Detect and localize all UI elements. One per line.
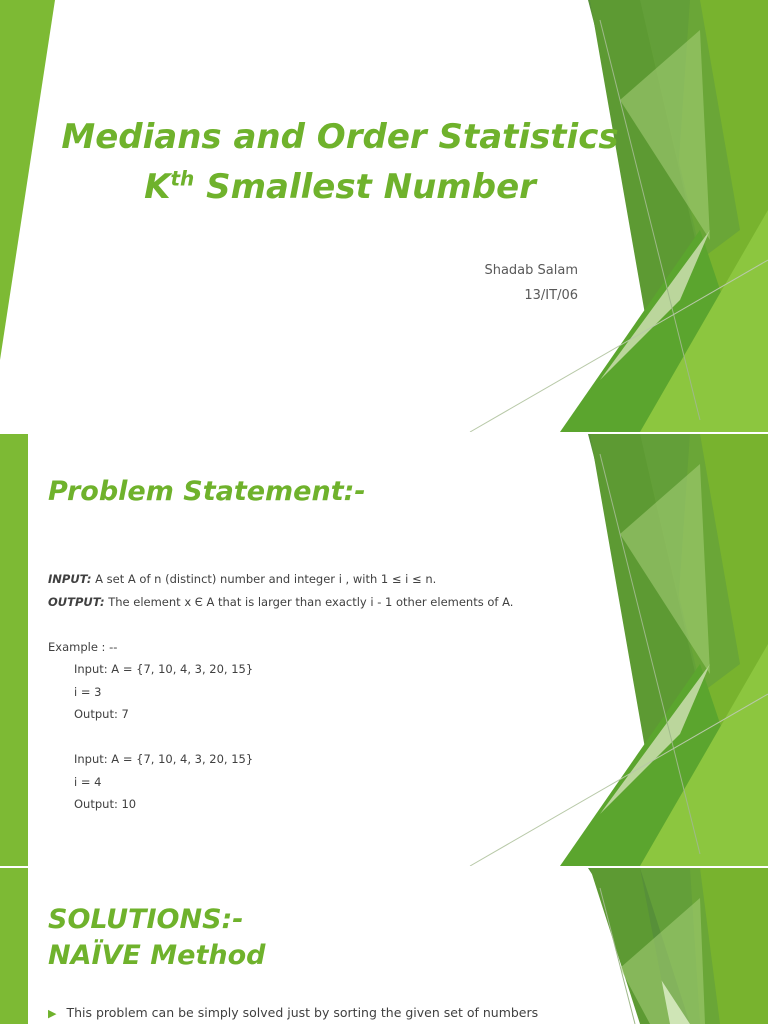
solutions-heading-line-1: SOLUTIONS:- bbox=[48, 904, 244, 935]
example-2-output: Output: 10 bbox=[74, 797, 137, 811]
slide-decoration bbox=[0, 0, 768, 432]
title-superscript: th bbox=[170, 166, 195, 191]
slide-title-text bbox=[40, 112, 640, 212]
slide-solutions bbox=[0, 868, 768, 1024]
example-2-input: Input: A = {7, 10, 4, 3, 20, 15} bbox=[74, 752, 254, 766]
output-text: The element x Є A that is larger than exactly i - 1 other elements of A. bbox=[104, 594, 514, 609]
example-1-input: Input: A = {7, 10, 4, 3, 20, 15} bbox=[74, 662, 254, 676]
bullet-arrow-icon: ▶ bbox=[48, 1007, 57, 1020]
title-rest: Smallest Number bbox=[194, 167, 536, 207]
input-text: A set A of n (distinct) number and integer i , with 1 ≤ i ≤ n. bbox=[91, 572, 437, 586]
input-label: INPUT: bbox=[48, 572, 92, 586]
problem-heading: Problem Statement:- bbox=[48, 476, 366, 507]
solutions-heading bbox=[48, 902, 265, 974]
input-line bbox=[48, 568, 513, 591]
bullet-item bbox=[48, 1003, 538, 1024]
output-line bbox=[48, 591, 513, 614]
output-label: OUTPUT: bbox=[48, 594, 105, 609]
example-1-i: i = 3 bbox=[74, 684, 102, 699]
author-block bbox=[484, 258, 578, 308]
title-k: K bbox=[144, 167, 171, 207]
slide-problem bbox=[0, 434, 768, 866]
problem-body bbox=[48, 568, 513, 816]
example-1-output: Output: 7 bbox=[74, 707, 129, 721]
author-name: Shadab Salam bbox=[484, 263, 578, 278]
bullet-text: This problem can be simply solved just by sorting the given set of numbers bbox=[66, 1005, 539, 1020]
solutions-heading-line-2: NAÏVE Method bbox=[48, 940, 266, 971]
example-2-i: i = 4 bbox=[74, 774, 102, 789]
title-line-1: Medians and Order Statistics bbox=[61, 117, 619, 157]
example-label: Example : -- bbox=[48, 639, 118, 654]
slide-title bbox=[0, 0, 768, 432]
title-line-2 bbox=[40, 162, 640, 212]
author-roll: 13/IT/06 bbox=[524, 288, 578, 303]
